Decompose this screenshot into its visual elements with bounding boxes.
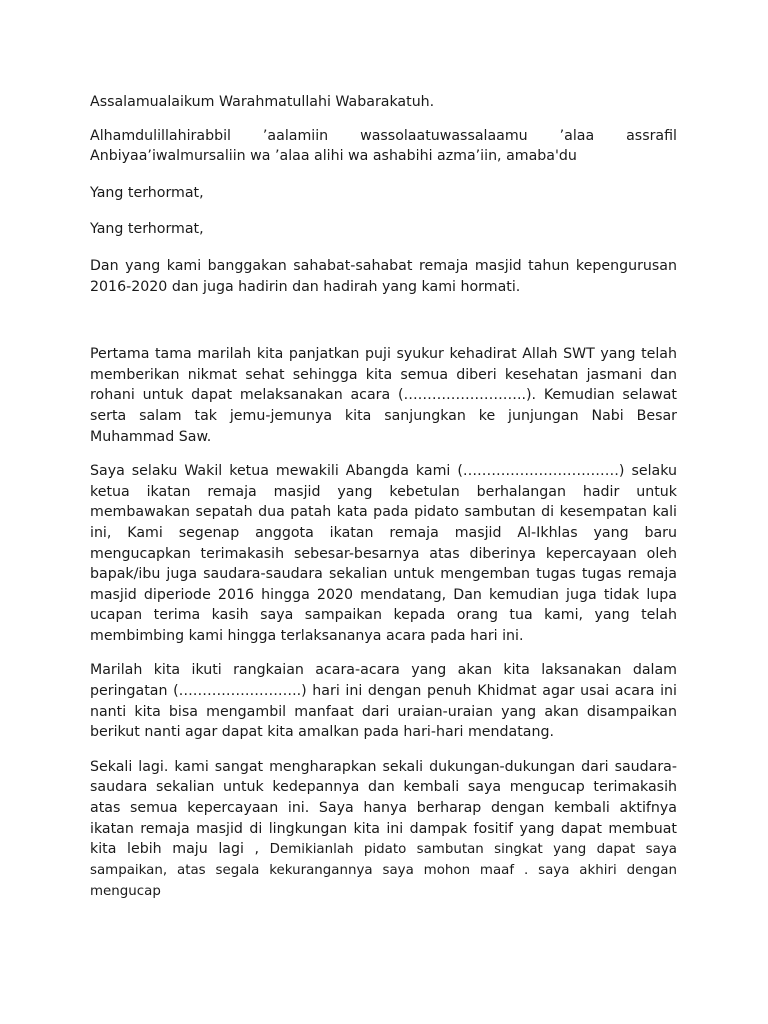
closing-tail-text: Demikianlah pidato sambutan singkat yang dapat saya sampaikan, atas segala kekurangannya saya mohon maaf . saya akhiri dengan mengucap xyxy=(90,842,677,900)
honorific-line-1: Yang terhormat, xyxy=(90,184,204,201)
closing-main-text: Sekali lagi. kami sangat mengharapkan sekali dukungan-dukungan dari saudara-saudara sekalian untuk kedepannya dan kembali saya mengucap terimakasih atas semua kepercayaan ini. Saya hanya berharap dengan kembali aktifnya ikatan remaja masjid di lingkungan kita ini dampak fositif yang dapat membuat kita lebih maju lagi , xyxy=(90,758,677,858)
pride-paragraph: Dan yang kami banggakan sahabat-sahabat remaja masjid tahun kepengurusan 2016-2020 dan juga hadirin dan hadirah yang kami hormati. xyxy=(90,257,677,295)
document-page xyxy=(90,92,677,902)
closing-paragraph xyxy=(90,757,677,902)
invite-paragraph: Marilah kita ikuti rangkaian acara-acara yang akan kita laksanakan dalam peringatan (……………………..) hari ini dengan penuh Khidmat agar usai acara ini nanti kita bisa mengambil manfaat dari uraian-uraian yang akan disampaikan berikut nanti agar dapat kita amalkan pada hari-hari mendatang. xyxy=(90,662,677,741)
greeting-paragraph: Assalamualaikum Warahmatullahi Wabarakatuh. xyxy=(90,94,435,110)
opening-paragraph: Alhamdulillahirabbil ’aalamiin wassolaatuwassalaamu ’alaa assrafil Anbiyaa’iwalmursaliin wa ’alaa alihi wa ashabihi azma’iin, amaba'du xyxy=(90,127,677,165)
speaker-paragraph: Saya selaku Wakil ketua mewakili Abangda kami (……………………………) selaku ketua ikatan remaja masjid yang kebetulan berhalangan hadir untuk membawakan sepatah dua patah kata pada pidato sambutan di kesempatan kali ini, Kami segenap anggota ikatan remaja masjid Al-Ikhlas yang baru mengucapkan terimakasih sebesar-besarnya atas diberinya kepercayaan oleh bapak/ibu juga saudara-saudara sekalian untuk mengemban tugas tugas remaja masjid diperiode 2016 hingga 2020 mendatang, Dan kemudian juga tidak lupa ucapan terima kasih saya sampaikan kepada orang tua kami, yang telah membimbing kami hingga terlaksananya acara pada hari ini. xyxy=(90,463,677,644)
honorific-line-2: Yang terhormat, xyxy=(90,221,204,238)
first-paragraph: Pertama tama marilah kita panjatkan puji syukur kehadirat Allah SWT yang telah memberikan nikmat sehat sehingga kita semua diberi kesehatan jasmani dan rohani untuk dapat melaksanakan acara (……………………..). Kemudian selawat serta salam tak jemu-jemunya kita sanjungkan ke junjungan Nabi Besar Muhammad Saw. xyxy=(90,346,677,445)
